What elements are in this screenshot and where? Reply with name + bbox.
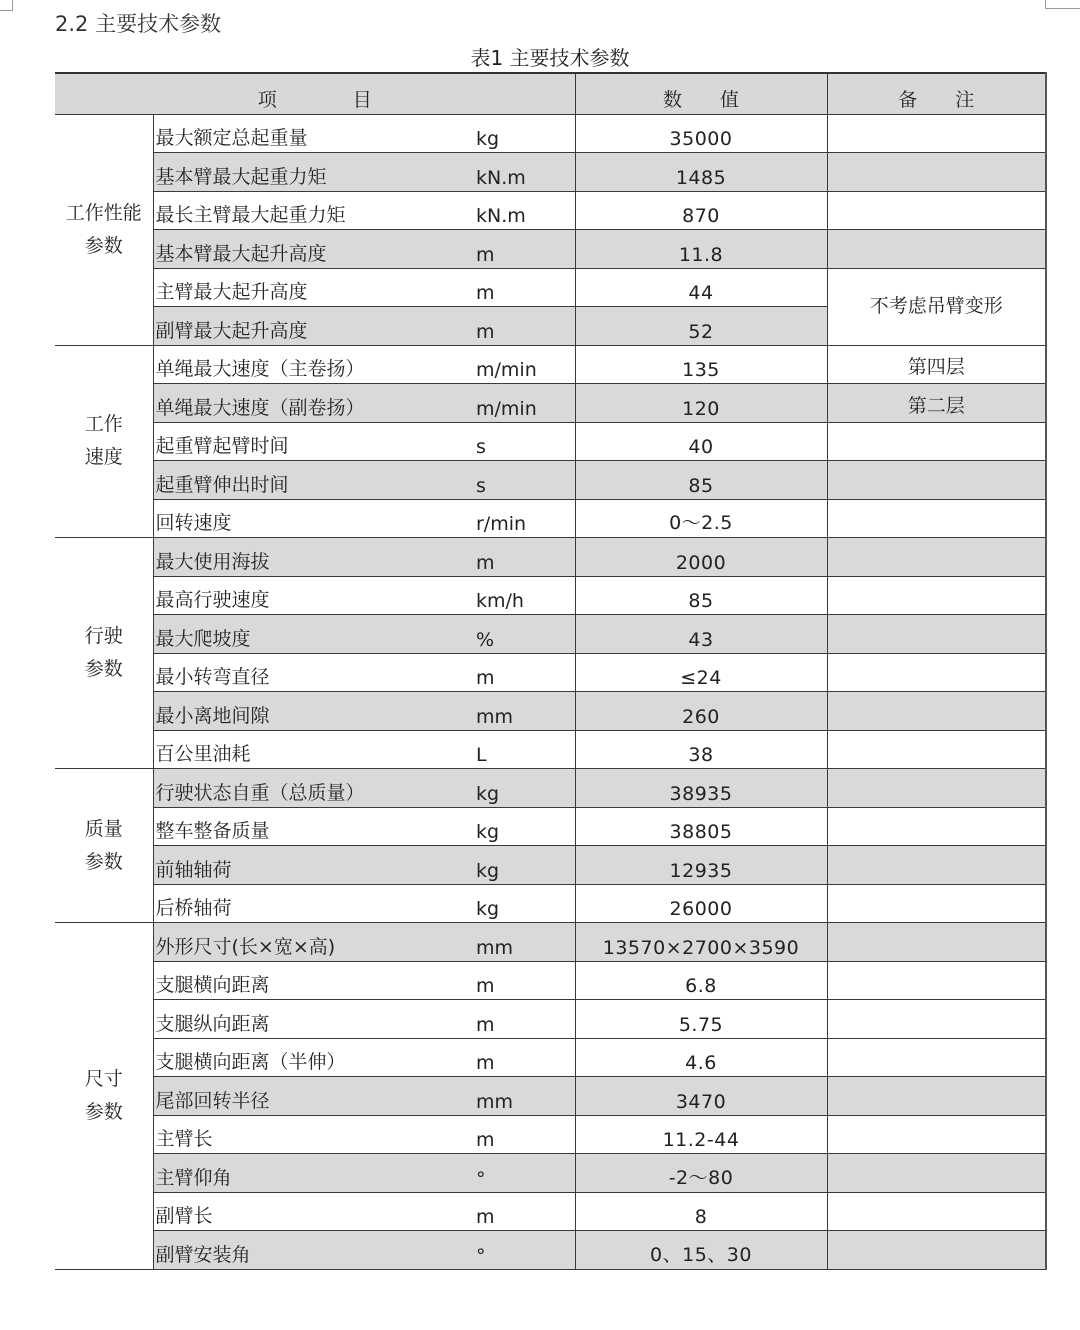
section-heading: 2.2 主要技术参数 <box>55 12 222 36</box>
param-name: 支腿横向距离（半伸） <box>153 1038 463 1077</box>
param-unit: kg <box>463 114 575 153</box>
table-row <box>55 1231 1046 1270</box>
param-remark <box>827 1231 1046 1270</box>
param-unit: m <box>463 307 575 346</box>
param-remark <box>827 884 1046 923</box>
param-unit: m <box>463 230 575 269</box>
param-value: 4.6 <box>575 1038 827 1077</box>
param-value: 40 <box>575 422 827 461</box>
param-value: 11.2-44 <box>575 1115 827 1154</box>
table-body <box>55 114 1046 1269</box>
param-name: 最小离地间隙 <box>153 692 463 731</box>
param-unit: km/h <box>463 576 575 615</box>
param-remark <box>827 538 1046 577</box>
param-name: 副臂安装角 <box>153 1231 463 1270</box>
param-name: 主臂长 <box>153 1115 463 1154</box>
param-value: 85 <box>575 461 827 500</box>
group-label <box>55 769 153 923</box>
table-row <box>55 191 1046 230</box>
param-value: 12935 <box>575 846 827 885</box>
parameters-table <box>55 72 1047 1270</box>
table-row <box>55 114 1046 153</box>
param-remark <box>827 461 1046 500</box>
table-row <box>55 923 1046 962</box>
param-remark <box>827 1115 1046 1154</box>
param-unit: m <box>463 538 575 577</box>
param-unit: m/min <box>463 345 575 384</box>
param-name: 起重臂起臂时间 <box>153 422 463 461</box>
param-unit: kN.m <box>463 153 575 192</box>
param-name: 副臂长 <box>153 1192 463 1231</box>
param-name: 支腿横向距离 <box>153 961 463 1000</box>
table-row <box>55 538 1046 577</box>
param-remark <box>827 615 1046 654</box>
param-name: 副臂最大起升高度 <box>153 307 463 346</box>
table-row <box>55 153 1046 192</box>
param-remark: 第二层 <box>827 384 1046 423</box>
header-remark: 备 注 <box>827 73 1046 114</box>
param-name: 主臂最大起升高度 <box>153 268 463 307</box>
param-value: 120 <box>575 384 827 423</box>
table-row <box>55 692 1046 731</box>
param-unit: m <box>463 961 575 1000</box>
param-remark <box>827 961 1046 1000</box>
param-value: 43 <box>575 615 827 654</box>
param-value: 0～2.5 <box>575 499 827 538</box>
table-header-row <box>55 73 1046 114</box>
param-unit: kg <box>463 769 575 808</box>
param-unit: m <box>463 653 575 692</box>
param-remark <box>827 499 1046 538</box>
table-row <box>55 268 1046 307</box>
param-remark <box>827 730 1046 769</box>
group-label-line2: 参数 <box>84 234 123 257</box>
param-remark <box>827 1154 1046 1193</box>
param-value: 52 <box>575 307 827 346</box>
param-name: 最大使用海拔 <box>153 538 463 577</box>
param-name: 尾部回转半径 <box>153 1077 463 1116</box>
group-label-line1: 质量 <box>84 817 123 840</box>
param-name: 最高行驶速度 <box>153 576 463 615</box>
param-remark <box>827 422 1046 461</box>
param-remark: 不考虑吊臂变形 <box>827 268 1046 345</box>
group-label-line2: 参数 <box>84 850 123 873</box>
table-row <box>55 576 1046 615</box>
param-unit: m <box>463 1038 575 1077</box>
param-value: 13570×2700×3590 <box>575 923 827 962</box>
table-row <box>55 1077 1046 1116</box>
table-row <box>55 730 1046 769</box>
param-unit: m/min <box>463 384 575 423</box>
group-label-line2: 参数 <box>84 658 123 680</box>
group-label-line1: 工作 <box>84 413 123 436</box>
table-row <box>55 230 1046 269</box>
param-unit: m <box>463 268 575 307</box>
group-label-line2: 速度 <box>84 446 123 469</box>
param-unit: kg <box>463 846 575 885</box>
param-remark <box>827 153 1046 192</box>
param-value: 38935 <box>575 769 827 808</box>
param-remark <box>827 1000 1046 1039</box>
table-row <box>55 1000 1046 1039</box>
param-unit: m <box>463 1192 575 1231</box>
param-remark <box>827 1077 1046 1116</box>
param-name: 整车整备质量 <box>153 807 463 846</box>
param-value: 38805 <box>575 807 827 846</box>
param-name: 回转速度 <box>153 499 463 538</box>
param-remark <box>827 653 1046 692</box>
param-remark <box>827 769 1046 808</box>
param-name: 单绳最大速度（主卷扬） <box>153 345 463 384</box>
table-row <box>55 961 1046 1000</box>
param-value: 6.8 <box>575 961 827 1000</box>
table-row <box>55 1115 1046 1154</box>
group-label-line1: 工作性能 <box>65 201 142 224</box>
param-value: 85 <box>575 576 827 615</box>
param-value: ≤24 <box>575 653 827 692</box>
group-label <box>55 114 153 345</box>
page-corner-mark-left <box>0 0 13 11</box>
param-remark <box>827 576 1046 615</box>
param-value: 135 <box>575 345 827 384</box>
param-unit: s <box>463 422 575 461</box>
param-name: 最大爬坡度 <box>153 615 463 654</box>
table-row <box>55 884 1046 923</box>
table-row <box>55 1038 1046 1077</box>
table-row <box>55 461 1046 500</box>
param-name: 支腿纵向距离 <box>153 1000 463 1039</box>
param-name: 后桥轴荷 <box>153 884 463 923</box>
param-name: 单绳最大速度（副卷扬） <box>153 384 463 423</box>
param-value: 11.8 <box>575 230 827 269</box>
table-caption: 表1 主要技术参数 <box>470 46 630 70</box>
table-row <box>55 1192 1046 1231</box>
param-remark <box>827 230 1046 269</box>
table-row <box>55 615 1046 654</box>
header-value: 数 值 <box>575 73 827 114</box>
param-value: 8 <box>575 1192 827 1231</box>
param-unit: mm <box>463 923 575 962</box>
param-name: 最大额定总起重量 <box>153 114 463 153</box>
param-unit: % <box>463 615 575 654</box>
table-row <box>55 769 1046 808</box>
page-corner-mark-right <box>1045 0 1080 9</box>
param-name: 行驶状态自重（总质量） <box>153 769 463 808</box>
param-unit: kN.m <box>463 191 575 230</box>
param-value: 2000 <box>575 538 827 577</box>
param-unit: L <box>463 730 575 769</box>
param-unit: kg <box>463 807 575 846</box>
param-value: -2～80 <box>575 1154 827 1193</box>
param-unit: r/min <box>463 499 575 538</box>
param-remark <box>827 191 1046 230</box>
param-name: 最小转弯直径 <box>153 653 463 692</box>
param-unit: m <box>463 1000 575 1039</box>
param-value: 0、15、30 <box>575 1231 827 1270</box>
header-item: 项 目 <box>55 73 575 114</box>
table-row <box>55 653 1046 692</box>
param-value: 26000 <box>575 884 827 923</box>
param-value: 5.75 <box>575 1000 827 1039</box>
param-name: 基本臂最大起升高度 <box>153 230 463 269</box>
param-value: 260 <box>575 692 827 731</box>
param-name: 外形尺寸(长×宽×高) <box>153 923 463 962</box>
param-remark <box>827 846 1046 885</box>
param-value: 870 <box>575 191 827 230</box>
param-unit: mm <box>463 1077 575 1116</box>
param-remark <box>827 1192 1046 1231</box>
group-label-line1: 行驶 <box>84 625 123 647</box>
param-value: 35000 <box>575 114 827 153</box>
param-remark <box>827 807 1046 846</box>
param-unit: ° <box>463 1154 575 1193</box>
param-unit: m <box>463 1115 575 1154</box>
param-unit: mm <box>463 692 575 731</box>
param-remark <box>827 114 1046 153</box>
param-unit: kg <box>463 884 575 923</box>
table-row <box>55 846 1046 885</box>
group-label-line1: 尺寸 <box>84 1067 123 1090</box>
table-row <box>55 345 1046 384</box>
table-row <box>55 807 1046 846</box>
group-label-line2: 参数 <box>84 1100 123 1123</box>
param-unit: s <box>463 461 575 500</box>
param-remark <box>827 923 1046 962</box>
table-row <box>55 422 1046 461</box>
param-name: 前轴轴荷 <box>153 846 463 885</box>
param-name: 最长主臂最大起重力矩 <box>153 191 463 230</box>
param-value: 1485 <box>575 153 827 192</box>
table-row <box>55 1154 1046 1193</box>
param-name: 起重臂伸出时间 <box>153 461 463 500</box>
param-value: 38 <box>575 730 827 769</box>
table-row <box>55 499 1046 538</box>
group-label <box>55 538 153 769</box>
group-label <box>55 923 153 1270</box>
param-name: 基本臂最大起重力矩 <box>153 153 463 192</box>
param-value: 44 <box>575 268 827 307</box>
param-name: 主臂仰角 <box>153 1154 463 1193</box>
param-remark <box>827 692 1046 731</box>
param-unit: ° <box>463 1231 575 1270</box>
table-row <box>55 384 1046 423</box>
param-remark: 第四层 <box>827 345 1046 384</box>
param-remark <box>827 1038 1046 1077</box>
group-label <box>55 345 153 538</box>
param-name: 百公里油耗 <box>153 730 463 769</box>
param-value: 3470 <box>575 1077 827 1116</box>
